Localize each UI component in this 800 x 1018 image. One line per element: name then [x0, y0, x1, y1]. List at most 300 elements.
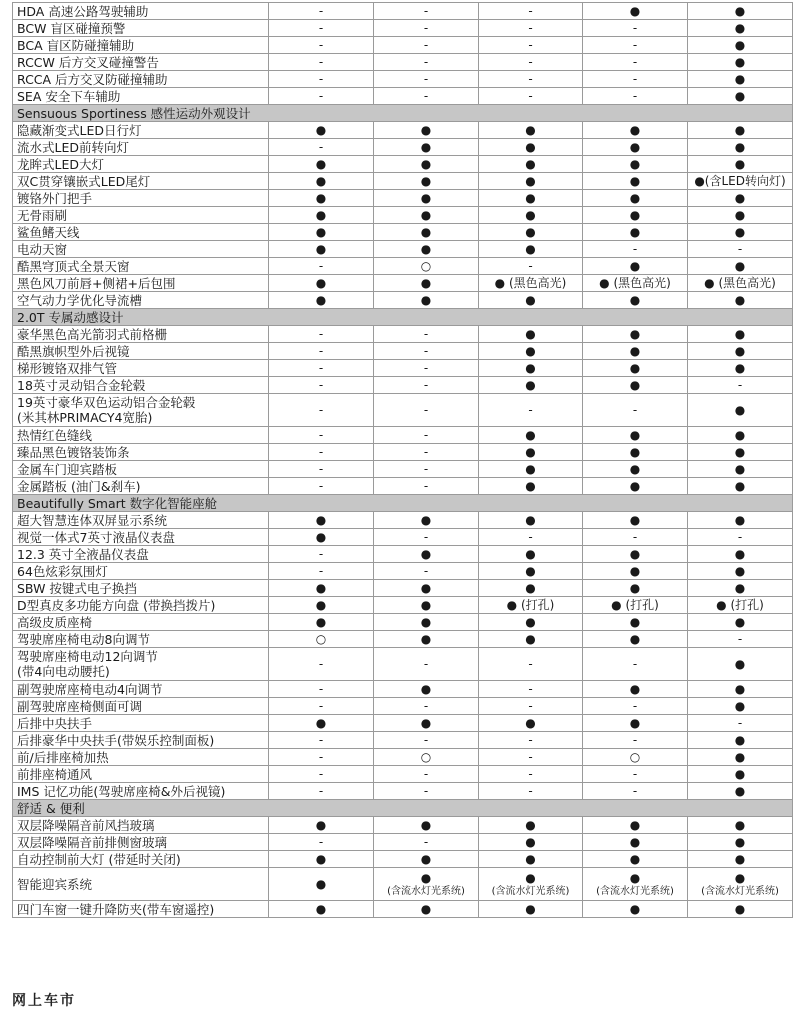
trim-value-cell: ●	[688, 732, 793, 749]
trim-value-cell: -	[374, 71, 479, 88]
feature-label: 黑色风刀前唇+侧裙+后包围	[17, 275, 176, 291]
trim-value-cell: -	[374, 37, 479, 54]
trim-value-cell: -	[479, 732, 583, 749]
feature-label: 前排座椅通风	[17, 766, 93, 782]
trim-value-cell: -	[583, 732, 688, 749]
trim-value-cell: -	[269, 3, 374, 20]
trim-value-cell: ●	[269, 529, 374, 546]
trim-value-cell: ●	[583, 122, 688, 139]
feature-label: D型真皮多功能方向盘 (带换挡拨片)	[17, 597, 216, 613]
trim-value-cell: ●	[688, 580, 793, 597]
spec-row	[13, 546, 793, 563]
trim-value-cell: ●	[583, 190, 688, 207]
trim-value-cell: ●	[688, 360, 793, 377]
trim-value-cell: -	[269, 37, 374, 54]
trim-value-cell: ●	[374, 681, 479, 698]
section-title: 舒适 & 便利	[13, 800, 793, 817]
trim-value-cell: ●	[479, 461, 583, 478]
trim-value-cell: -	[479, 394, 583, 427]
trim-value-cell: ●	[269, 614, 374, 631]
trim-value-cell	[374, 868, 479, 901]
trim-value-cell: -	[479, 258, 583, 275]
feature-label: 双层降噪隔音前排侧窗玻璃	[17, 834, 168, 850]
spec-row	[13, 732, 793, 749]
feature-name	[13, 190, 269, 207]
trim-value-cell: ●	[583, 461, 688, 478]
spec-row	[13, 173, 793, 190]
feature-label: 电动天窗	[17, 241, 68, 257]
trim-value-cell: ●	[583, 224, 688, 241]
trim-value-cell: ●	[583, 326, 688, 343]
trim-value-cell: -	[374, 766, 479, 783]
feature-label: 64色炫彩氛围灯	[17, 563, 108, 579]
trim-value-cell: ●	[479, 580, 583, 597]
spec-row	[13, 901, 793, 918]
feature-name	[13, 54, 269, 71]
feature-name	[13, 377, 269, 394]
trim-value-cell: ●	[688, 478, 793, 495]
spec-row	[13, 461, 793, 478]
feature-name	[13, 3, 269, 20]
feature-name	[13, 851, 269, 868]
trim-value-cell: -	[269, 732, 374, 749]
feature-label: 流水式LED前转向灯	[17, 139, 129, 155]
trim-value-cell: ●	[688, 207, 793, 224]
trim-value-cell: ●	[479, 292, 583, 309]
trim-value-cell: ●	[583, 343, 688, 360]
section-header-row	[13, 309, 793, 326]
feature-name	[13, 631, 269, 648]
trim-value-cell: ● (黑色高光)	[583, 275, 688, 292]
trim-value-cell: ●	[269, 580, 374, 597]
trim-value-cell: ●	[583, 156, 688, 173]
feature-label: 金属车门迎宾踏板	[17, 461, 118, 477]
trim-value-cell: ●	[374, 224, 479, 241]
trim-value-cell: ●	[688, 512, 793, 529]
trim-value-cell: ●	[479, 427, 583, 444]
trim-value-cell: ●	[374, 512, 479, 529]
trim-value-cell: ●	[269, 275, 374, 292]
feature-label: RCCW 后方交叉碰撞警告	[17, 54, 159, 70]
trim-value-cell: -	[583, 88, 688, 105]
trim-value-mark: ●	[525, 871, 536, 885]
trim-value-cell: ●	[269, 224, 374, 241]
feature-name	[13, 478, 269, 495]
trim-value-cell: ●	[479, 478, 583, 495]
feature-name	[13, 749, 269, 766]
trim-value-cell: ●	[583, 207, 688, 224]
section-header-row	[13, 105, 793, 122]
watermark-text: 网上车市	[12, 993, 76, 1009]
trim-value-cell: ●	[479, 901, 583, 918]
feature-label-note: (带4向电动腰托)	[17, 664, 110, 679]
trim-value-cell: -	[583, 698, 688, 715]
trim-value-cell: -	[374, 563, 479, 580]
trim-value-cell: -	[269, 139, 374, 156]
trim-value-cell: ●	[688, 681, 793, 698]
trim-value-cell: ●	[479, 817, 583, 834]
trim-value-cell: -	[479, 766, 583, 783]
trim-value-cell: ●	[479, 512, 583, 529]
trim-value-cell: -	[374, 834, 479, 851]
trim-value-cell: -	[479, 37, 583, 54]
trim-value-cell: ●	[583, 715, 688, 732]
trim-value-cell: ●	[269, 715, 374, 732]
feature-name	[13, 901, 269, 918]
section-header-row	[13, 800, 793, 817]
feature-name	[13, 648, 269, 681]
feature-name	[13, 71, 269, 88]
trim-value-cell: ●	[374, 817, 479, 834]
trim-value-cell: -	[269, 394, 374, 427]
trim-value-cell: -	[269, 648, 374, 681]
trim-value-cell: ○	[374, 749, 479, 766]
trim-value-cell: -	[479, 529, 583, 546]
trim-value-cell: ●	[583, 444, 688, 461]
spec-row	[13, 394, 793, 427]
feature-name	[13, 37, 269, 54]
trim-value-cell: ●	[688, 901, 793, 918]
trim-value-cell: ●	[374, 275, 479, 292]
trim-value-cell: ●	[374, 292, 479, 309]
trim-value-cell: -	[269, 258, 374, 275]
trim-value-cell: ●	[688, 546, 793, 563]
trim-value-cell: ●	[479, 444, 583, 461]
trim-value-cell: ●	[479, 207, 583, 224]
trim-value-cell: ●	[583, 258, 688, 275]
spec-row	[13, 783, 793, 800]
trim-value-cell: -	[374, 461, 479, 478]
trim-value-cell: -	[374, 343, 479, 360]
trim-value-cell: -	[269, 377, 374, 394]
trim-value-cell: -	[583, 71, 688, 88]
trim-value-cell: ●	[688, 156, 793, 173]
trim-value-cell: ●	[479, 156, 583, 173]
trim-value-cell: ●	[374, 901, 479, 918]
trim-value-cell: ●	[688, 698, 793, 715]
trim-value-cell: ●	[269, 156, 374, 173]
spec-row	[13, 71, 793, 88]
trim-value-note: (含流水灯光系统)	[596, 886, 674, 897]
section-title: Sensuous Sportiness 感性运动外观设计	[13, 105, 793, 122]
feature-name	[13, 207, 269, 224]
trim-value-cell: ● (打孔)	[688, 597, 793, 614]
trim-value-cell: ●	[688, 190, 793, 207]
trim-value-cell: -	[374, 88, 479, 105]
feature-label: 高级皮质座椅	[17, 614, 93, 630]
feature-label: 超大智慧连体双屏显示系统	[17, 512, 168, 528]
feature-label: 酷黑穹顶式全景天窗	[17, 258, 130, 274]
trim-value-cell: -	[583, 20, 688, 37]
trim-value-cell: ●	[479, 631, 583, 648]
spec-row	[13, 766, 793, 783]
trim-value-note: (含流水灯光系统)	[387, 886, 465, 897]
trim-value-cell: ●	[374, 173, 479, 190]
trim-value-cell: ●	[269, 512, 374, 529]
trim-value-cell: ●	[479, 614, 583, 631]
trim-value-cell: ●	[688, 139, 793, 156]
feature-label: 隐藏渐变式LED日行灯	[17, 122, 142, 138]
trim-value-cell: ●	[688, 71, 793, 88]
trim-value-cell: ●	[688, 614, 793, 631]
spec-row	[13, 54, 793, 71]
trim-value-cell: ○	[269, 631, 374, 648]
trim-value-cell: ●	[583, 478, 688, 495]
trim-value-cell: ●	[688, 461, 793, 478]
trim-value-cell: ●	[374, 614, 479, 631]
trim-value-cell: ●	[688, 54, 793, 71]
trim-value-cell: ●	[688, 783, 793, 800]
trim-value-cell: ● (黑色高光)	[688, 275, 793, 292]
feature-name	[13, 275, 269, 292]
trim-value-cell: -	[688, 715, 793, 732]
trim-value-cell: ●	[688, 817, 793, 834]
trim-value-cell	[583, 868, 688, 901]
trim-value-cell: -	[583, 529, 688, 546]
trim-value-cell: -	[479, 648, 583, 681]
trim-value-cell: ●	[269, 597, 374, 614]
trim-value-cell: ●	[479, 224, 583, 241]
trim-value-cell: -	[269, 20, 374, 37]
trim-value-cell: -	[479, 20, 583, 37]
trim-value-cell: -	[269, 360, 374, 377]
feature-name	[13, 817, 269, 834]
trim-value-cell: ●	[479, 563, 583, 580]
trim-value-cell: ●	[583, 834, 688, 851]
trim-value-cell: -	[374, 427, 479, 444]
trim-value-cell: -	[374, 326, 479, 343]
trim-value-cell: -	[269, 698, 374, 715]
spec-row	[13, 749, 793, 766]
feature-label: 豪华黑色高光箭羽式前格栅	[17, 326, 168, 342]
trim-value-cell: ●	[583, 512, 688, 529]
trim-value-cell: ●	[688, 851, 793, 868]
trim-value-cell: ●	[688, 563, 793, 580]
feature-label: SBW 按键式电子换挡	[17, 580, 137, 596]
spec-row	[13, 190, 793, 207]
trim-value-cell: ●	[583, 563, 688, 580]
trim-value-mark: ●	[420, 871, 432, 885]
feature-label: 驾驶席座椅电动8向调节	[17, 631, 150, 647]
trim-value-cell: -	[269, 546, 374, 563]
trim-value-cell: -	[374, 360, 479, 377]
feature-label: 自动控制前大灯 (带延时关闭)	[17, 851, 181, 867]
trim-value-cell: ●	[688, 444, 793, 461]
spec-row	[13, 275, 793, 292]
trim-value-cell: -	[688, 631, 793, 648]
trim-value-cell: ●	[583, 614, 688, 631]
trim-value-cell: ●	[269, 173, 374, 190]
spec-table	[12, 2, 793, 918]
spec-row	[13, 529, 793, 546]
feature-name	[13, 173, 269, 190]
trim-value-cell: ●	[688, 749, 793, 766]
feature-label: 空气动力学优化导流槽	[17, 292, 143, 308]
feature-label: BCA 盲区防碰撞辅助	[17, 37, 135, 53]
trim-value-cell: ●	[583, 580, 688, 597]
feature-name	[13, 580, 269, 597]
trim-value-cell: ●	[479, 715, 583, 732]
trim-value-cell: ●	[583, 901, 688, 918]
section-title: 2.0T 专属动感设计	[13, 309, 793, 326]
trim-value-cell: ●	[583, 817, 688, 834]
spec-table-body	[13, 3, 793, 918]
trim-value-cell: -	[269, 834, 374, 851]
spec-row	[13, 834, 793, 851]
feature-name	[13, 241, 269, 258]
trim-value-cell: ●	[374, 122, 479, 139]
spec-row	[13, 139, 793, 156]
trim-value-cell: -	[583, 54, 688, 71]
trim-value-cell: -	[269, 783, 374, 800]
feature-label: 双C贯穿镶嵌式LED尾灯	[17, 173, 151, 189]
trim-value-cell: -	[374, 478, 479, 495]
feature-name	[13, 783, 269, 800]
spec-row	[13, 512, 793, 529]
spec-row	[13, 241, 793, 258]
feature-name	[13, 20, 269, 37]
trim-value-cell: ●	[479, 851, 583, 868]
trim-value-cell: ●	[374, 190, 479, 207]
trim-value-cell: ●	[374, 241, 479, 258]
trim-value-cell: -	[583, 241, 688, 258]
feature-label: 臻品黑色镀铬装饰条	[17, 444, 130, 460]
trim-value-cell: -	[269, 88, 374, 105]
trim-value-cell: -	[269, 343, 374, 360]
trim-value-cell: ●	[269, 817, 374, 834]
feature-label: 四门车窗一键升降防夹(带车窗遥控)	[17, 901, 215, 917]
trim-value-cell: -	[269, 749, 374, 766]
trim-value-cell: ●	[479, 326, 583, 343]
spec-row	[13, 377, 793, 394]
trim-value-cell: ●	[374, 139, 479, 156]
trim-value-cell	[479, 868, 583, 901]
trim-value-cell: ●	[374, 207, 479, 224]
spec-row	[13, 258, 793, 275]
trim-value-cell: ●	[583, 631, 688, 648]
trim-value-mark: ●	[734, 871, 746, 885]
trim-value-cell: -	[269, 478, 374, 495]
feature-label: 视觉一体式7英寸液晶仪表盘	[17, 529, 175, 545]
trim-value-cell: -	[479, 698, 583, 715]
spec-row	[13, 224, 793, 241]
feature-label: IMS 记忆功能(驾驶席座椅&外后视镜)	[17, 783, 226, 799]
trim-value-cell: ●	[583, 377, 688, 394]
spec-row	[13, 478, 793, 495]
trim-value-cell: -	[269, 681, 374, 698]
trim-value-cell: ●	[583, 139, 688, 156]
trim-value-cell: -	[269, 427, 374, 444]
spec-row	[13, 20, 793, 37]
trim-value-cell: -	[374, 529, 479, 546]
feature-name	[13, 563, 269, 580]
trim-value-cell: ●	[688, 122, 793, 139]
trim-value-cell: ●	[269, 190, 374, 207]
feature-label: HDA 高速公路驾驶辅助	[17, 3, 149, 19]
feature-name	[13, 360, 269, 377]
trim-value-cell: ●	[583, 546, 688, 563]
feature-label: 驾驶席座椅电动12向调节	[17, 649, 158, 664]
feature-name	[13, 681, 269, 698]
spec-row	[13, 88, 793, 105]
trim-value-cell: ●	[583, 851, 688, 868]
trim-value-cell: ●	[688, 88, 793, 105]
trim-value-cell: ●	[479, 139, 583, 156]
feature-label: 18英寸灵动铝合金轮毂	[17, 377, 146, 393]
spec-row	[13, 580, 793, 597]
feature-label: 热情红色缝线	[17, 427, 93, 443]
spec-row	[13, 37, 793, 54]
feature-name	[13, 834, 269, 851]
trim-value-cell: -	[374, 394, 479, 427]
trim-value-cell: ●	[688, 648, 793, 681]
trim-value-cell: ●	[269, 207, 374, 224]
feature-label: 后排中央扶手	[17, 715, 93, 731]
trim-value-cell: -	[583, 648, 688, 681]
feature-label: 双层降噪隔音前风挡玻璃	[17, 817, 155, 833]
trim-value-cell: ●	[374, 156, 479, 173]
trim-value-cell: ● (黑色高光)	[479, 275, 583, 292]
trim-value-cell: ●	[374, 851, 479, 868]
trim-value-cell: ●	[583, 173, 688, 190]
feature-label: 12.3 英寸全液晶仪表盘	[17, 546, 149, 562]
feature-name	[13, 292, 269, 309]
trim-value-mark: ●	[629, 871, 641, 885]
trim-value-cell: ●	[269, 901, 374, 918]
feature-label: 副驾驶席座椅电动4向调节	[17, 681, 163, 697]
trim-value-cell: ●	[374, 580, 479, 597]
trim-value-cell: -	[688, 377, 793, 394]
feature-label: BCW 盲区碰撞预警	[17, 20, 126, 36]
trim-value-cell: ●	[479, 122, 583, 139]
trim-value-cell: ●	[688, 326, 793, 343]
trim-value-note: (含流水灯光系统)	[701, 886, 779, 897]
feature-name	[13, 326, 269, 343]
trim-value-cell: -	[374, 648, 479, 681]
trim-value-cell: ●	[479, 546, 583, 563]
trim-value-cell: -	[374, 377, 479, 394]
trim-value-cell: ●	[374, 546, 479, 563]
trim-value-cell: ●	[374, 715, 479, 732]
trim-value-cell: ●	[688, 427, 793, 444]
trim-value-cell: ●	[269, 292, 374, 309]
feature-label: 镀铬外门把手	[17, 190, 93, 206]
trim-value-cell: ●	[583, 681, 688, 698]
spec-row	[13, 360, 793, 377]
trim-value-cell: ● (打孔)	[479, 597, 583, 614]
feature-name	[13, 868, 269, 901]
trim-value-cell: ●	[479, 834, 583, 851]
spec-row	[13, 563, 793, 580]
trim-value-cell: ○	[374, 258, 479, 275]
trim-value-cell: ●	[688, 20, 793, 37]
feature-name	[13, 766, 269, 783]
feature-label: 金属踏板 (油门&刹车)	[17, 478, 141, 494]
trim-value-cell: ●	[269, 868, 374, 901]
trim-value-cell: -	[374, 698, 479, 715]
feature-name	[13, 698, 269, 715]
feature-label: RCCA 后方交叉防碰撞辅助	[17, 71, 168, 87]
spec-row	[13, 614, 793, 631]
trim-value-cell: ●	[583, 292, 688, 309]
trim-value-cell: -	[583, 37, 688, 54]
trim-value-cell: -	[479, 749, 583, 766]
trim-value-cell: -	[583, 766, 688, 783]
trim-value-cell: ●	[479, 173, 583, 190]
spec-row	[13, 817, 793, 834]
feature-label: 龙眸式LED大灯	[17, 156, 104, 172]
trim-value-cell	[688, 868, 793, 901]
